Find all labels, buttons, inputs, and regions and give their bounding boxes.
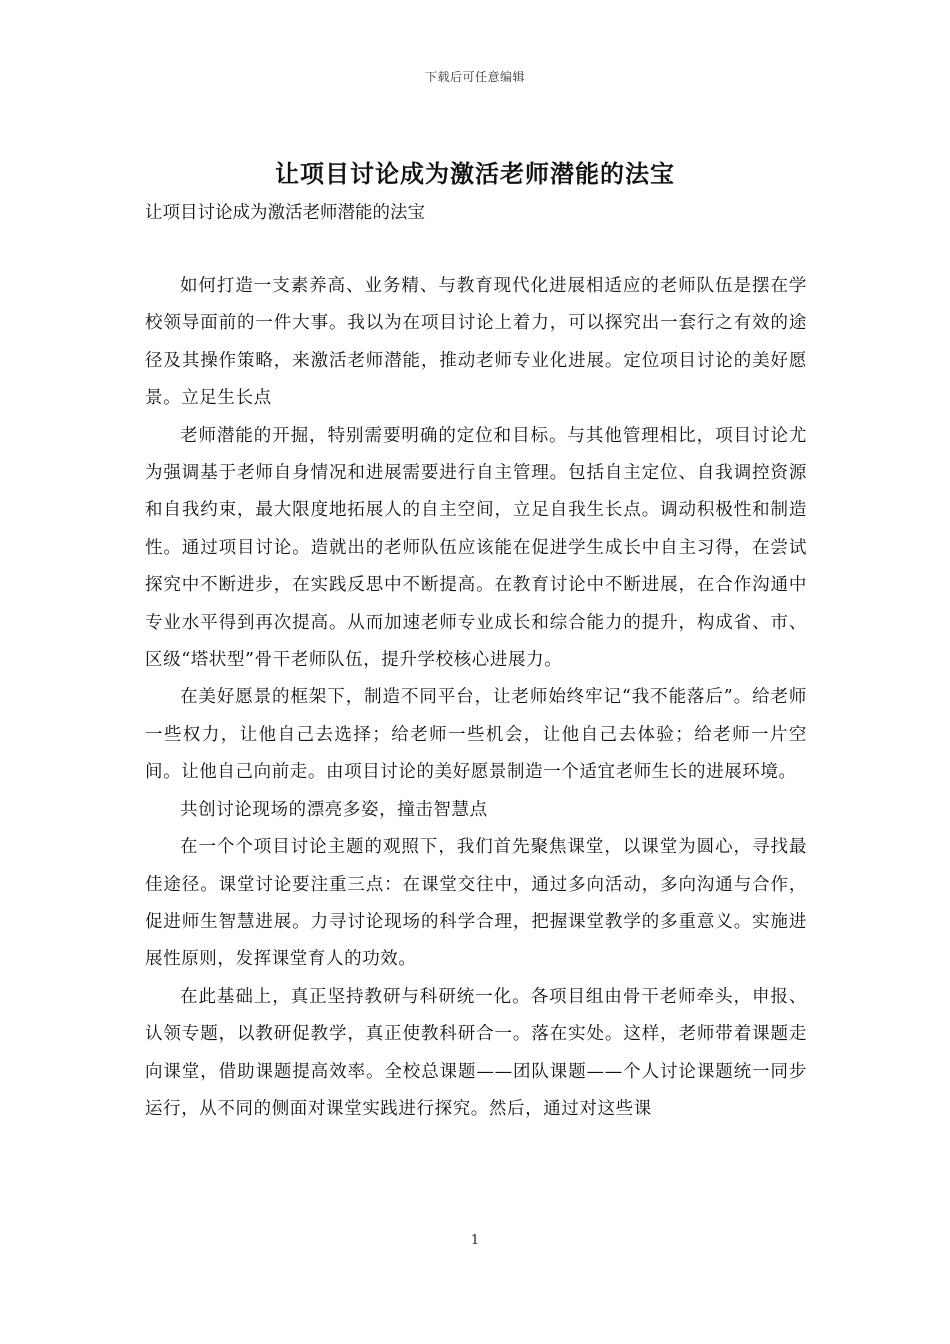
page-number: 1 — [470, 1233, 480, 1248]
section-heading: 共创讨论现场的漂亮多姿，撞击智慧点 — [180, 799, 488, 820]
document-body — [145, 268, 807, 1128]
paragraph-4: 在一个个项目讨论主题的观照下，我们首先聚焦课堂，以课堂为圆心，寻找最佳途径。课堂讨论要注重三点：在课堂交往中，通过多向活动，多向沟通与合作，促进师生智慧进展。力寻讨论现场的科学合理，把握课堂教学的多重意义。实施进展性原则，发挥课堂育人的功效。 — [145, 837, 807, 970]
paragraph-3: 在美好愿景的框架下，制造不同平台，让老师始终牢记“我不能落后”。给老师一些权力，让他自己去选择；给老师一些机会，让他自己去体验；给老师一片空间。让他自己向前走。由项目讨论的美好愿景制造一个适宜老师生长的进展环境。 — [145, 687, 807, 783]
document-subtitle: 让项目讨论成为激活老师潜能的法宝 — [145, 203, 425, 223]
paragraph-1: 如何打造一支素养高、业务精、与教育现代化进展相适应的老师队伍是摆在学校领导面前的一件大事。我以为在项目讨论上着力，可以探究出一套行之有效的途径及其操作策略，来激活老师潜能，推动老师专业化进展。定位项目讨论的美好愿景。立足生长点 — [145, 276, 807, 409]
paragraph-2: 老师潜能的开掘，特别需要明确的定位和目标。与其他管理相比，项目讨论尤为强调基于老师自身情况和进展需要进行自主管理。包括自主定位、自我调控资源和自我约束，最大限度地拓展人的自主空间，立足自我生长点。调动积极性和制造性。通过项目讨论。造就出的老师队伍应该能在促进学生成长中自主习得，在尝试探究中不断进步，在实践反思中不断提高。在教育讨论中不断进展，在合作沟通中专业水平得到再次提高。从而加速老师专业成长和综合能力的提升，构成省、市、区级“塔状型”骨干老师队伍，提升学校核心进展力。 — [145, 425, 807, 671]
paragraph-5: 在此基础上，真正坚持教研与科研统一化。各项目组由骨干老师牵头，申报、认领专题，以教研促教学，真正使教科研合一。落在实处。这样，老师带着课题走向课堂，借助课题提高效率。全校总课题——团队课题——个人讨论课题统一同步运行，从不同的侧面对课堂实践进行探究。然后，通过对这些课 — [145, 986, 807, 1119]
header-note: 下载后可任意编辑 — [424, 70, 525, 84]
document-title: 让项目讨论成为激活老师潜能的法宝 — [275, 159, 675, 188]
